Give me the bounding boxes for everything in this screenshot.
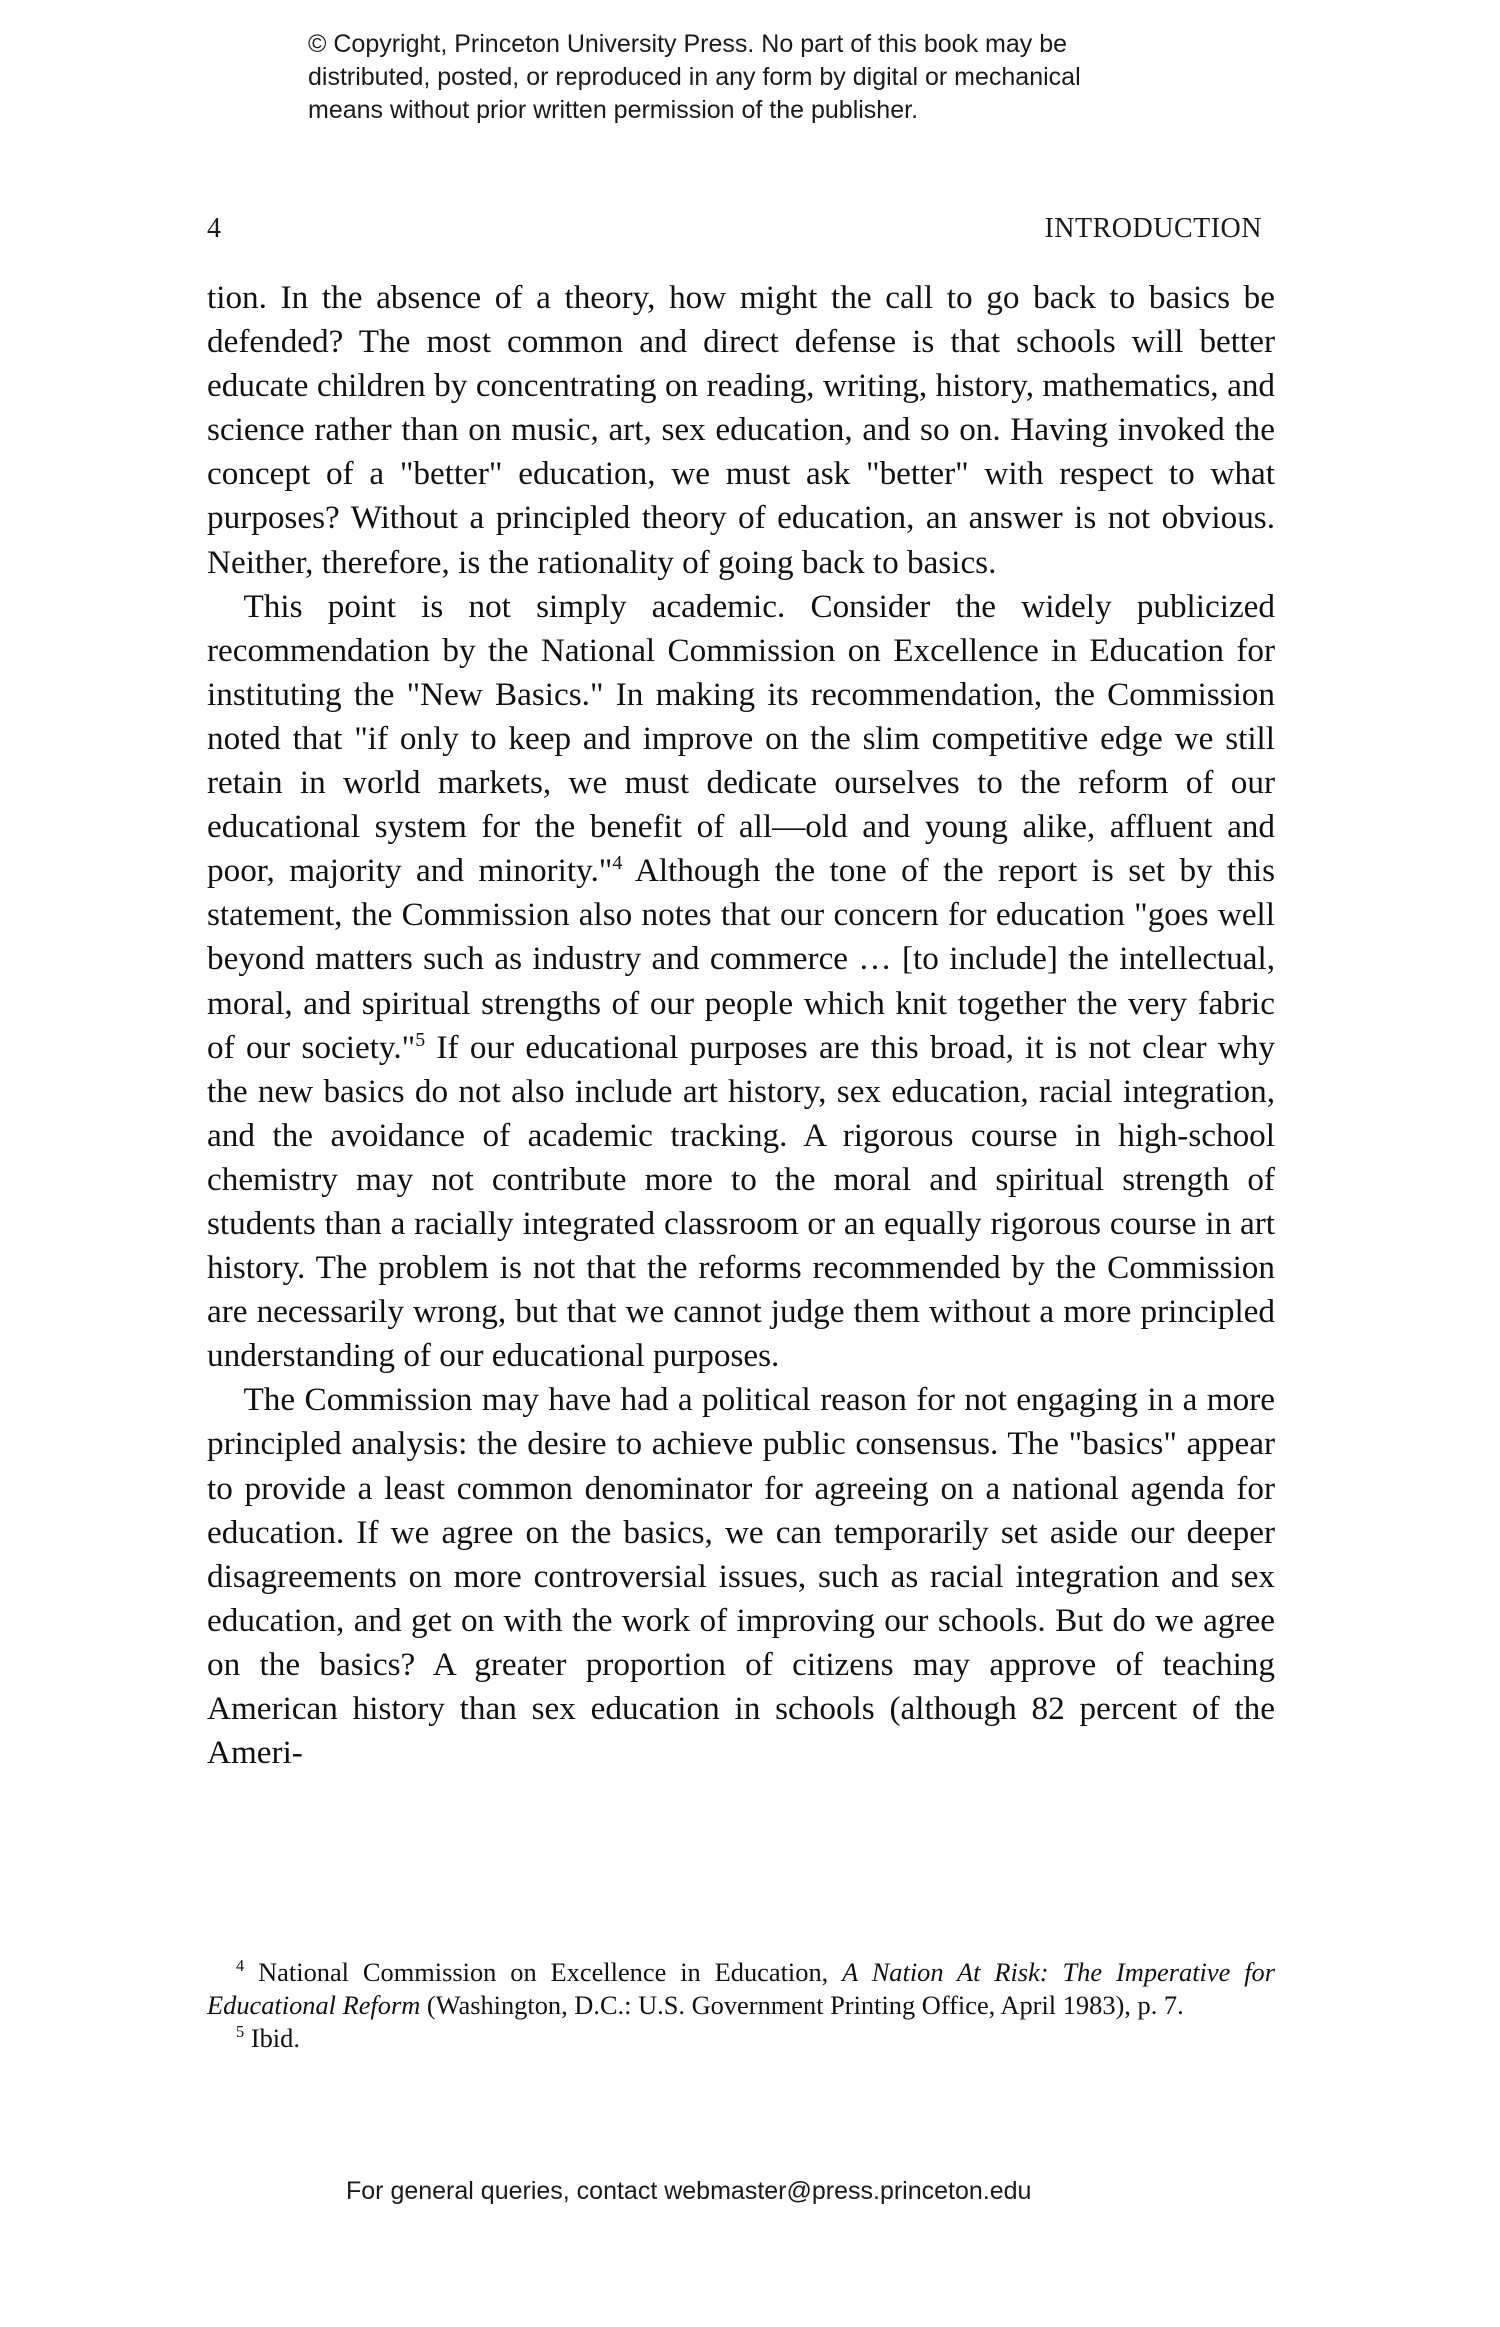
paragraph-2-part-1: This point is not simply academic. Consider the widely publicized recommendation by the National Commission on Excellence in Education for instituting the "New Basics." In making its recommendation, the Commission noted that "if only to keep and improve on the slim competitive edge we still retain in world markets, we must dedicate ourselves to the reform of our educational system for the benefit of all—old and young alike, affluent and poor, majority and minority." [207, 587, 1275, 890]
footnote-ref-4: 4 [612, 852, 623, 875]
copyright-line: means without prior written permission of the publisher. [308, 96, 919, 124]
footnote-book-title: A Nation At Risk: The Imperative for Educational Reform [207, 1957, 1275, 2020]
footnotes [207, 1956, 1275, 2055]
footnote-text: Ibid. [244, 2023, 300, 2053]
paragraph-3: The Commission may have had a political reason for not engaging in a more principled analysis: the desire to achieve public consensus. The "basics" appear to provide a least common denominator for agreeing on a national agenda for education. If we agree on the basics, we can temporarily set aside our deeper disagreements on more controversial issues, such as racial integration and sex education, and get on with the work of improving our schools. But do we agree on the basics? A greater proportion of citizens may approve of teaching American history than sex education in schools (although 82 percent of the Ameri- [207, 1381, 1275, 1772]
copyright-line: © Copyright, Princeton University Press. No part of this book may be [308, 30, 1068, 58]
body-text [207, 276, 1275, 1775]
paragraph-1: tion. In the absence of a theory, how might the call to go back to basics be defended? The most common and direct defense is that schools will better educate children by concentrating on reading, writing, history, mathematics, and science rather than on music, art, sex education, and so on. Having invoked the concept of a "better" education, we must ask "better" with respect to what purposes? Without a principled theory of education, an answer is not obvious. Neither, therefore, is the rationality of going back to basics. [207, 279, 1275, 581]
section-title: INTRODUCTION [1044, 213, 1262, 244]
footnote-text: (Washington, D.C.: U.S. Government Printing Office, April 1983), p. 7. [420, 1990, 1184, 2020]
footnote-text: National Commission on Excellence in Education, [244, 1957, 843, 1987]
footnote-marker: 5 [236, 2022, 245, 2042]
copyright-notice [308, 28, 1268, 127]
footnote-4 [207, 1956, 1275, 2022]
paragraph-2 [207, 585, 1275, 1379]
footnote-marker: 4 [236, 1956, 245, 1976]
page-number: 4 [207, 213, 221, 244]
contact-line: For general queries, contact webmaster@press.princeton.edu [346, 2177, 1032, 2205]
footnote-ref-5: 5 [415, 1028, 426, 1051]
paragraph-2-part-3: If our educational purposes are this broad, it is not clear why the new basics do not also include art history, sex education, racial integration, and the avoidance of academic tracking. A rigorous course in high-school chemistry may not contribute more to the moral and spiritual strength of students than a racially integrated classroom or an equally rigorous course in art history. The problem is not that the reforms recommended by the Commission are necessarily wrong, but that we cannot judge them without a more principled understanding of our educational purposes. [207, 1028, 1275, 1375]
running-head [207, 213, 1262, 253]
paragraph-2-part-2: Although the tone of the report is set by this statement, the Commission also notes that our concern for education "goes well beyond matters such as industry and commerce … [to include] the intellectual, moral, and spiritual strengths of our people which knit together the very fabric of our society." [207, 852, 1275, 1066]
copyright-line: distributed, posted, or reproduced in any form by digital or mechanical [308, 63, 1081, 91]
footnote-5 [207, 2022, 1275, 2055]
